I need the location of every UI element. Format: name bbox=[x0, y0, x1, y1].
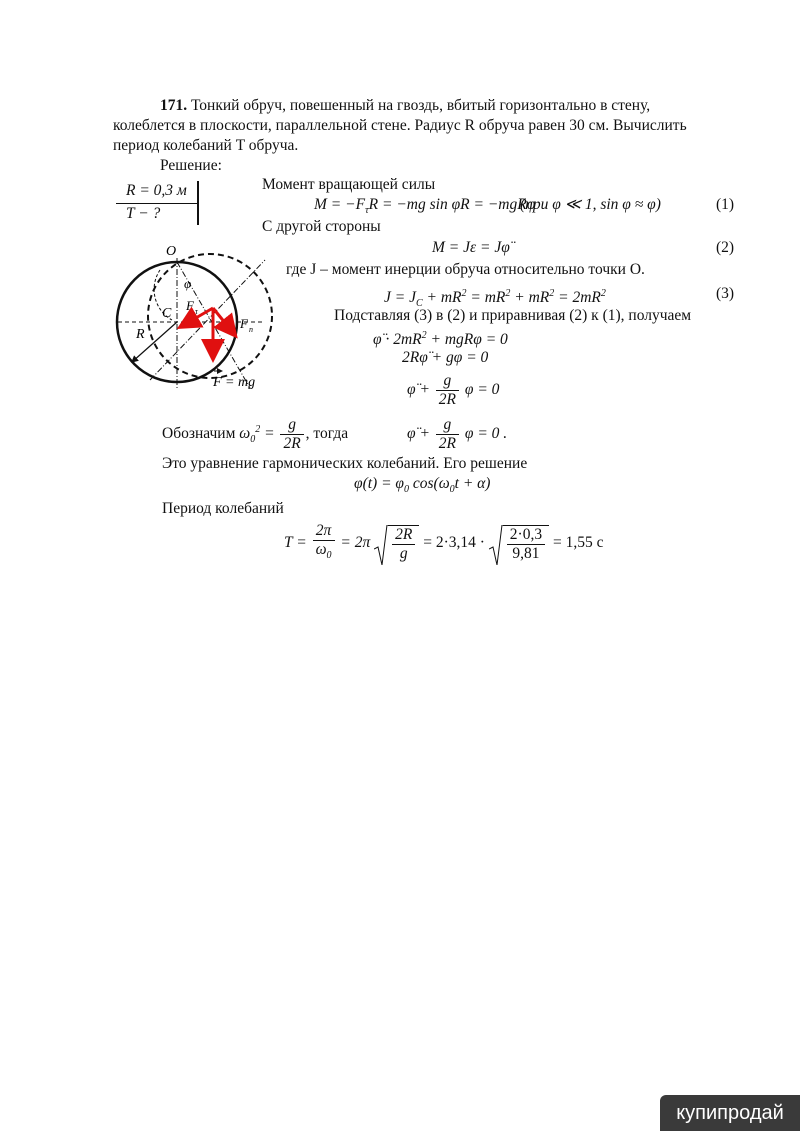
rad1-den: g bbox=[399, 544, 408, 562]
label-C: C bbox=[162, 306, 172, 321]
eq2: M = Jε = Jφ̈ bbox=[432, 239, 510, 256]
deriv-3-fraction bbox=[436, 372, 459, 409]
deriv-3-lead: φ̈ + bbox=[407, 381, 430, 399]
period-sqrt-1 bbox=[374, 525, 419, 563]
rad1-num: 2R bbox=[392, 526, 415, 545]
given-find: T − ? bbox=[126, 205, 161, 222]
deriv-1-html: φ̈ · $2mR^2 + mgR\varphi = 0$ bbox=[373, 330, 508, 349]
sqrt-sign-1 bbox=[374, 525, 388, 565]
deriv-1 bbox=[373, 326, 508, 350]
period-frac-1 bbox=[313, 522, 335, 565]
watermark-logo: купипродай bbox=[660, 1095, 800, 1131]
period-eq-two-pi: = 2π bbox=[340, 534, 371, 552]
given-vbar bbox=[197, 181, 199, 225]
eq2-number: (2) bbox=[716, 239, 735, 256]
then-tail: φ = 0 . bbox=[464, 425, 508, 443]
omega-frac-den: 2R bbox=[283, 435, 301, 452]
problem-line-1 bbox=[160, 96, 650, 116]
period-rad-1-frac bbox=[392, 526, 415, 563]
label-n: n bbox=[249, 325, 253, 334]
label-F-mg: F = mg bbox=[213, 375, 256, 390]
rad2-den: 9,81 bbox=[512, 544, 540, 562]
period-omega0: $\omega_0$ bbox=[315, 541, 332, 562]
denote-text: Обозначим bbox=[162, 425, 236, 443]
label-R: R bbox=[136, 327, 145, 342]
other-side-label: С другой стороны bbox=[262, 218, 381, 235]
label-O: O bbox=[166, 244, 177, 259]
eq1-number: (1) bbox=[716, 196, 735, 213]
frac-num: g bbox=[436, 372, 459, 391]
eq1-condition: (при φ ≪ 1, sin φ ≈ φ) bbox=[520, 196, 661, 213]
period-mid: = 2·3,14 · bbox=[423, 534, 485, 552]
sqrt-sign-2 bbox=[489, 525, 503, 565]
then-text: , тогда bbox=[305, 425, 349, 443]
given-divider bbox=[116, 203, 198, 204]
label-Ftau: F bbox=[186, 298, 194, 313]
label-Fn: F bbox=[240, 316, 248, 331]
frac-den: 2R bbox=[438, 391, 457, 408]
omega-frac-num: g bbox=[280, 416, 303, 435]
eq3-html: $J = J_C + mR^2 = mR^2 + mR^2 = 2mR^2$ bbox=[384, 288, 606, 310]
period-rad-2-frac bbox=[507, 526, 545, 563]
period-lhs: T = bbox=[284, 534, 307, 552]
period-label: Период колебаний bbox=[162, 500, 284, 517]
omega-sq: $\omega_0^2$ = bbox=[239, 423, 275, 446]
then-fraction bbox=[436, 416, 459, 453]
then-lead: φ̈ + bbox=[407, 425, 430, 443]
harmonic-text: Это уравнение гармонических колебаний. Его решение bbox=[162, 455, 528, 472]
where-text: где J – момент инерции обруча относительно точки O. bbox=[286, 261, 645, 278]
period-result: = 1,55 с bbox=[552, 534, 604, 552]
label-phi: φ bbox=[184, 276, 192, 291]
period-two-pi: 2π bbox=[313, 522, 335, 541]
problem-text-1: Тонкий обруч, повешенный на гвоздь, вбитый горизонтально в стену, bbox=[191, 97, 651, 114]
deriv-3 bbox=[407, 372, 499, 409]
eq1-html: $M = -F_\tau R = -mg$ sin φR = −mgRφ bbox=[314, 196, 536, 217]
then-frac-den: 2R bbox=[438, 435, 457, 452]
deriv-2: 2Rφ̈ + gφ = 0 bbox=[402, 349, 489, 366]
problem-number: 171. bbox=[160, 97, 188, 114]
then-frac-num: g bbox=[436, 416, 459, 435]
deriv-3-tail: φ = 0 bbox=[464, 381, 500, 399]
problem-line-2: колеблется в плоскости, параллельной стене. Радиус R обруча равен 30 см. Вычислить bbox=[113, 117, 687, 134]
substitute-text: Подставляя (3) в (2) и приравнивая (2) к (1), получаем bbox=[334, 307, 692, 324]
omega-fraction bbox=[280, 416, 303, 453]
period-formula bbox=[284, 522, 603, 565]
moment-label: Момент вращающей силы bbox=[262, 176, 436, 193]
given-radius: R = 0,3 м bbox=[126, 182, 187, 199]
hoop-diagram bbox=[110, 240, 280, 400]
rad2-num: 2·0,3 bbox=[507, 526, 545, 545]
then-eq bbox=[407, 416, 507, 453]
eq3-number: (3) bbox=[716, 285, 735, 302]
problem-line-3: период колебаний T обруча. bbox=[113, 137, 299, 154]
period-sqrt-2 bbox=[489, 525, 549, 563]
denote-line bbox=[162, 416, 348, 453]
solution-eq-html: $\varphi(t) = \varphi_0$ $\cos(\omega_0t + \alpha)$ bbox=[354, 475, 491, 496]
label-tau: τ bbox=[195, 307, 198, 316]
solution-eq bbox=[354, 474, 490, 500]
solution-label: Решение: bbox=[160, 157, 222, 174]
